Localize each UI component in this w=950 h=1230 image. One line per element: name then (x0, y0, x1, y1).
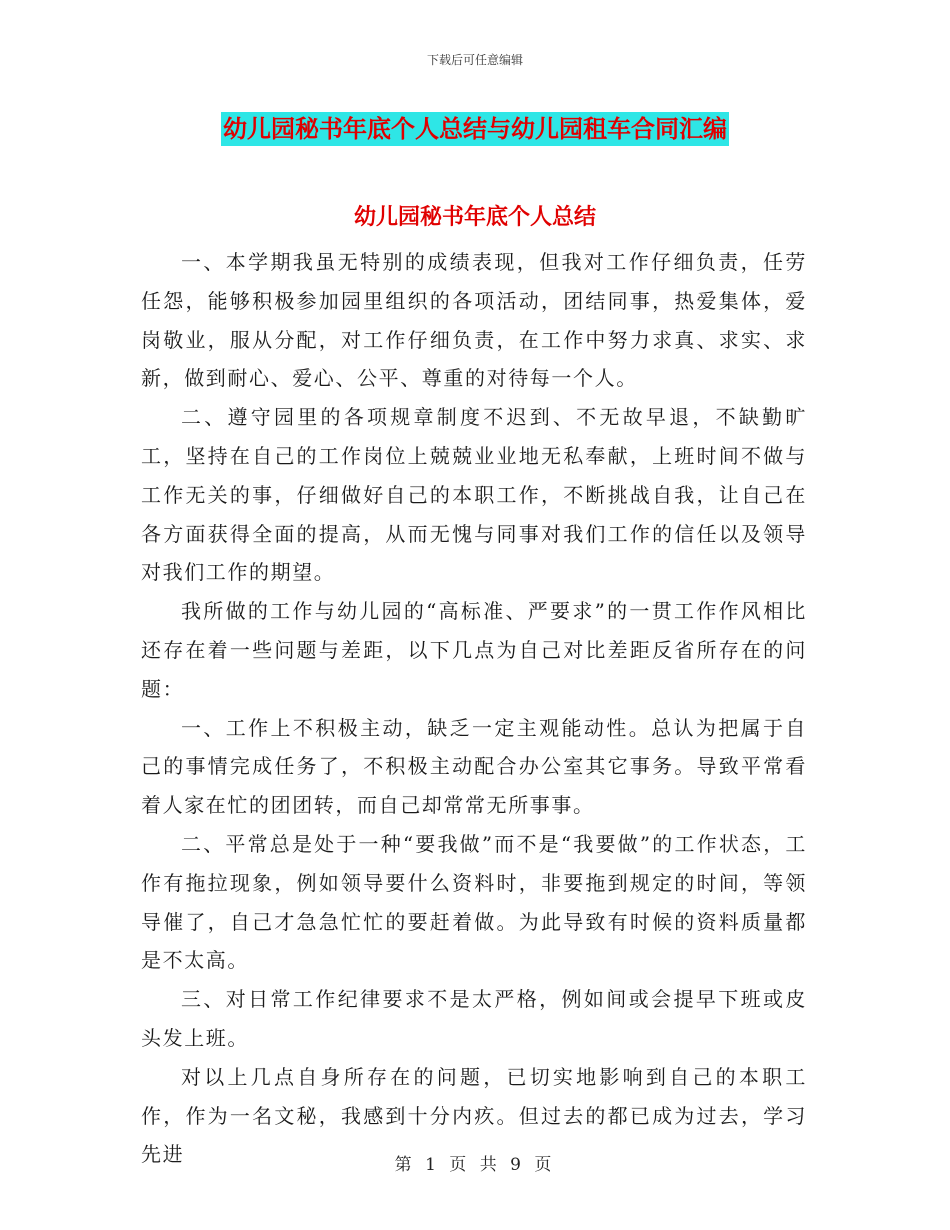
paragraph-5: 二、平常总是处于一种“要我做”而不是“我要做”的工作状态，工作有拖拉现象，例如领导要什么资料时，非要拖到规定的时间，等领导催了，自己才急急忙忙的要赶着做。为此导致有时候的资料质量都是不太高。 (141, 831, 807, 973)
section-title: 幼儿园秘书年底个人总结 (353, 204, 596, 230)
paragraph-6: 三、对日常工作纪律要求不是太严格，例如间或会提早下班或皮头发上班。 (141, 987, 807, 1050)
document-title: 幼儿园秘书年底个人总结与幼儿园租车合同汇编 (221, 112, 729, 146)
paragraph-2: 二、遵守园里的各项规章制度不迟到、不无故早退，不缺勤旷工，坚持在自己的工作岗位上兢兢业业地无私奉献，上班时间不做与工作无关的事，仔细做好自己的本职工作，不断挑战自我，让自己在各方面获得全面的提高，从而无愧与同事对我们工作的信任以及领导对我们工作的期望。 (141, 405, 807, 585)
paragraph-4: 一、工作上不积极主动，缺乏一定主观能动性。总认为把属于自己的事情完成任务了，不积极主动配合办公室其它事务。导致平常看着人家在忙的团团转，而自己却常常无所事事。 (141, 715, 807, 818)
paragraph-3: 我所做的工作与幼儿园的“高标准、严要求”的一贯工作作风相比还存在着一些问题与差距，以下几点为自己对比差距反省所存在的问题： (141, 599, 807, 701)
paragraph-7: 对以上几点自身所存在的问题，已切实地影响到自己的本职工作，作为一名文秘，我感到十分内疚。但过去的都已成为过去，学习先进 (141, 1064, 807, 1167)
page-header-note: 下载后可任意编辑 (426, 53, 523, 67)
page-number-footer: 第 1 页 共 9 页 (394, 1155, 556, 1175)
paragraph-1: 一、本学期我虽无特别的成绩表现，但我对工作仔细负责，任劳任怨，能够积极参加园里组织的各项活动，团结同事，热爱集体，爱岗敬业，服从分配，对工作仔细负责，在工作中努力求真、求实、求新，做到耐心、爱心、公平、尊重的对待每一个人。 (141, 250, 807, 391)
document-body (141, 243, 807, 1174)
document-title-container (0, 112, 950, 146)
